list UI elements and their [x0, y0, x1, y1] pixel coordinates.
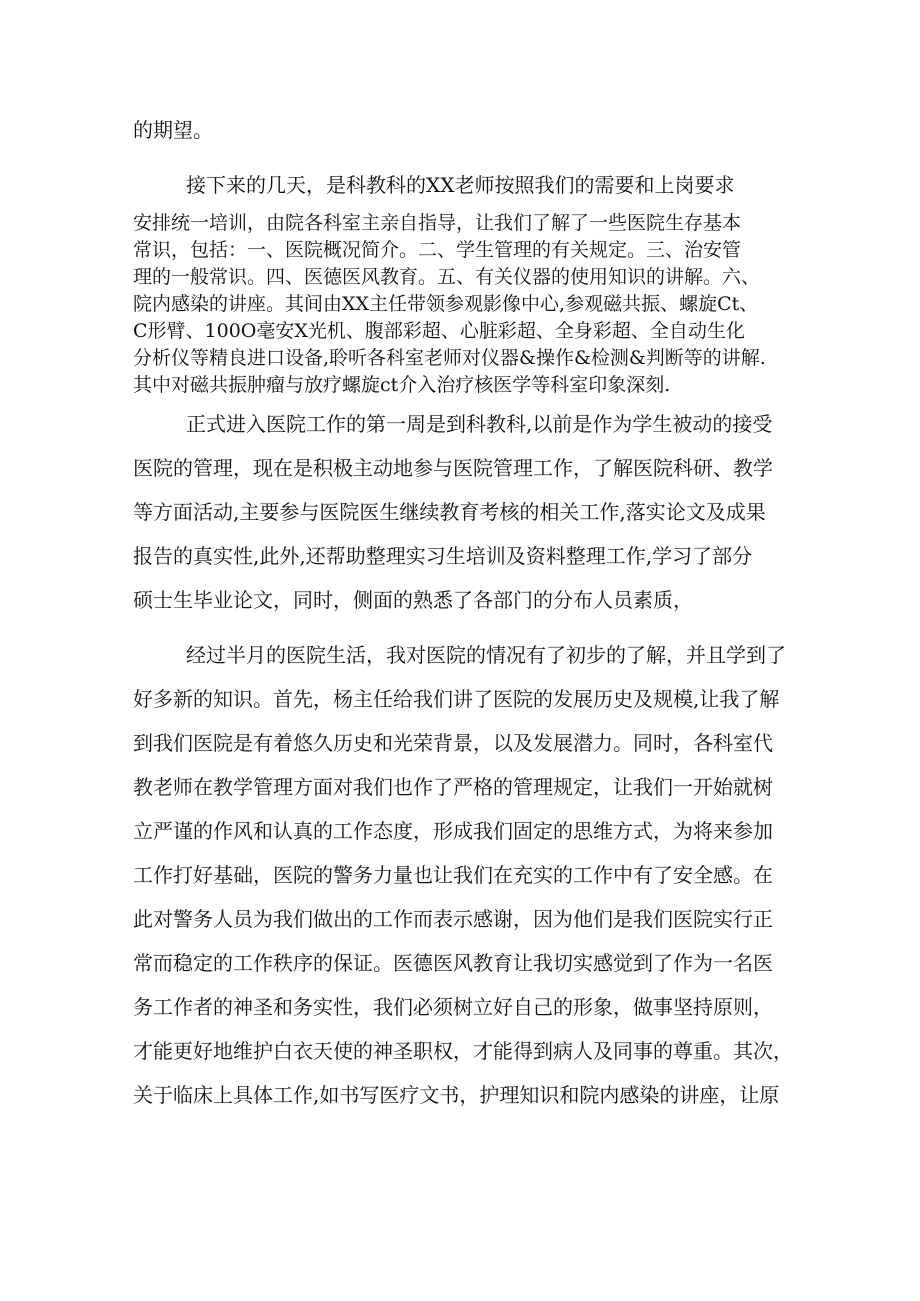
text-line: 经过半月的医院生活，我对医院的情况有了初步的了解，并且学到了: [186, 643, 786, 667]
text-line: 到我们医院是有着悠久历史和光荣背景，以及发展潜力。同时，各科室代: [133, 731, 773, 755]
text-line: 常而稳定的工作秩序的保证。医德医风教育让我切实感觉到了作为一名医: [133, 951, 773, 975]
text-line: 关于临床上具体工作,如书写医疗文书，护理知识和院内感染的讲座，让原: [133, 1083, 780, 1107]
text-line: 其中对磁共振肿瘤与放疗螺旋ct介入治疗核医学等科室印象深刻.: [133, 374, 671, 396]
text-line: 医院的管理，现在是积极主动地参与医院管理工作，了解医院科研、教学: [133, 456, 773, 480]
text-line: 此对警务人员为我们做出的工作而表示感谢，因为他们是我们医院实行正: [133, 907, 773, 931]
text-line: 接下来的几天，是科教科的XX老师按照我们的需要和上岗要求: [186, 173, 735, 197]
text-line: 理的一般常识。四、医德医风教育。五、有关仪器的使用知识的讲解。六、: [133, 266, 761, 288]
text-line: 的期望。: [133, 118, 213, 142]
text-line: 教老师在教学管理方面对我们也作了严格的管理规定，让我们一开始就树: [133, 775, 773, 799]
text-line: 等方面活动,主要参与医院医生继续教育考核的相关工作,落实论文及成果: [133, 500, 766, 524]
text-line: 好多新的知识。首先，杨主任给我们讲了医院的发展历史及规模,让我了解: [133, 687, 780, 711]
text-line: 工作打好基础，医院的警务力量也让我们在充实的工作中有了安全感。在: [133, 863, 773, 887]
text-line: 常识，包括：一、医院概况简介。二、学生管理的有关规定。三、治安管: [133, 239, 742, 261]
text-line: 报告的真实性,此外,还帮助整理实习生培训及资料整理工作,学习了部分: [133, 544, 753, 568]
text-line: 院内感染的讲座。其间由XX主任带领参观影像中心,参观磁共振、螺旋Ct、: [133, 293, 759, 315]
text-line: 正式进入医院工作的第一周是到科教科,以前是作为学生被动的接受: [186, 412, 773, 436]
text-line: 务工作者的神圣和务实性，我们必须树立好自己的形象，做事坚持原则，: [133, 995, 773, 1019]
text-line: 安排统一培训，由院各科室主亲自指导，让我们了解了一些医院生存基本: [133, 212, 742, 234]
text-line: 才能更好地维护白衣天使的神圣职权，才能得到病人及同事的尊重。其次，: [133, 1039, 793, 1063]
text-line: 立严谨的作风和认真的工作态度，形成我们固定的思维方式，为将来参加: [133, 819, 773, 843]
text-line: 分析仪等精良进口设备,聆听各科室老师对仪器&操作&检测&判断等的讲解.: [133, 347, 766, 369]
text-line: C形臂、100O毫安X光机、腹部彩超、心脏彩超、全身彩超、全自动生化: [133, 320, 745, 342]
text-line: 硕士生毕业论文，同时，侧面的熟悉了各部门的分布人员素质，: [133, 588, 693, 612]
